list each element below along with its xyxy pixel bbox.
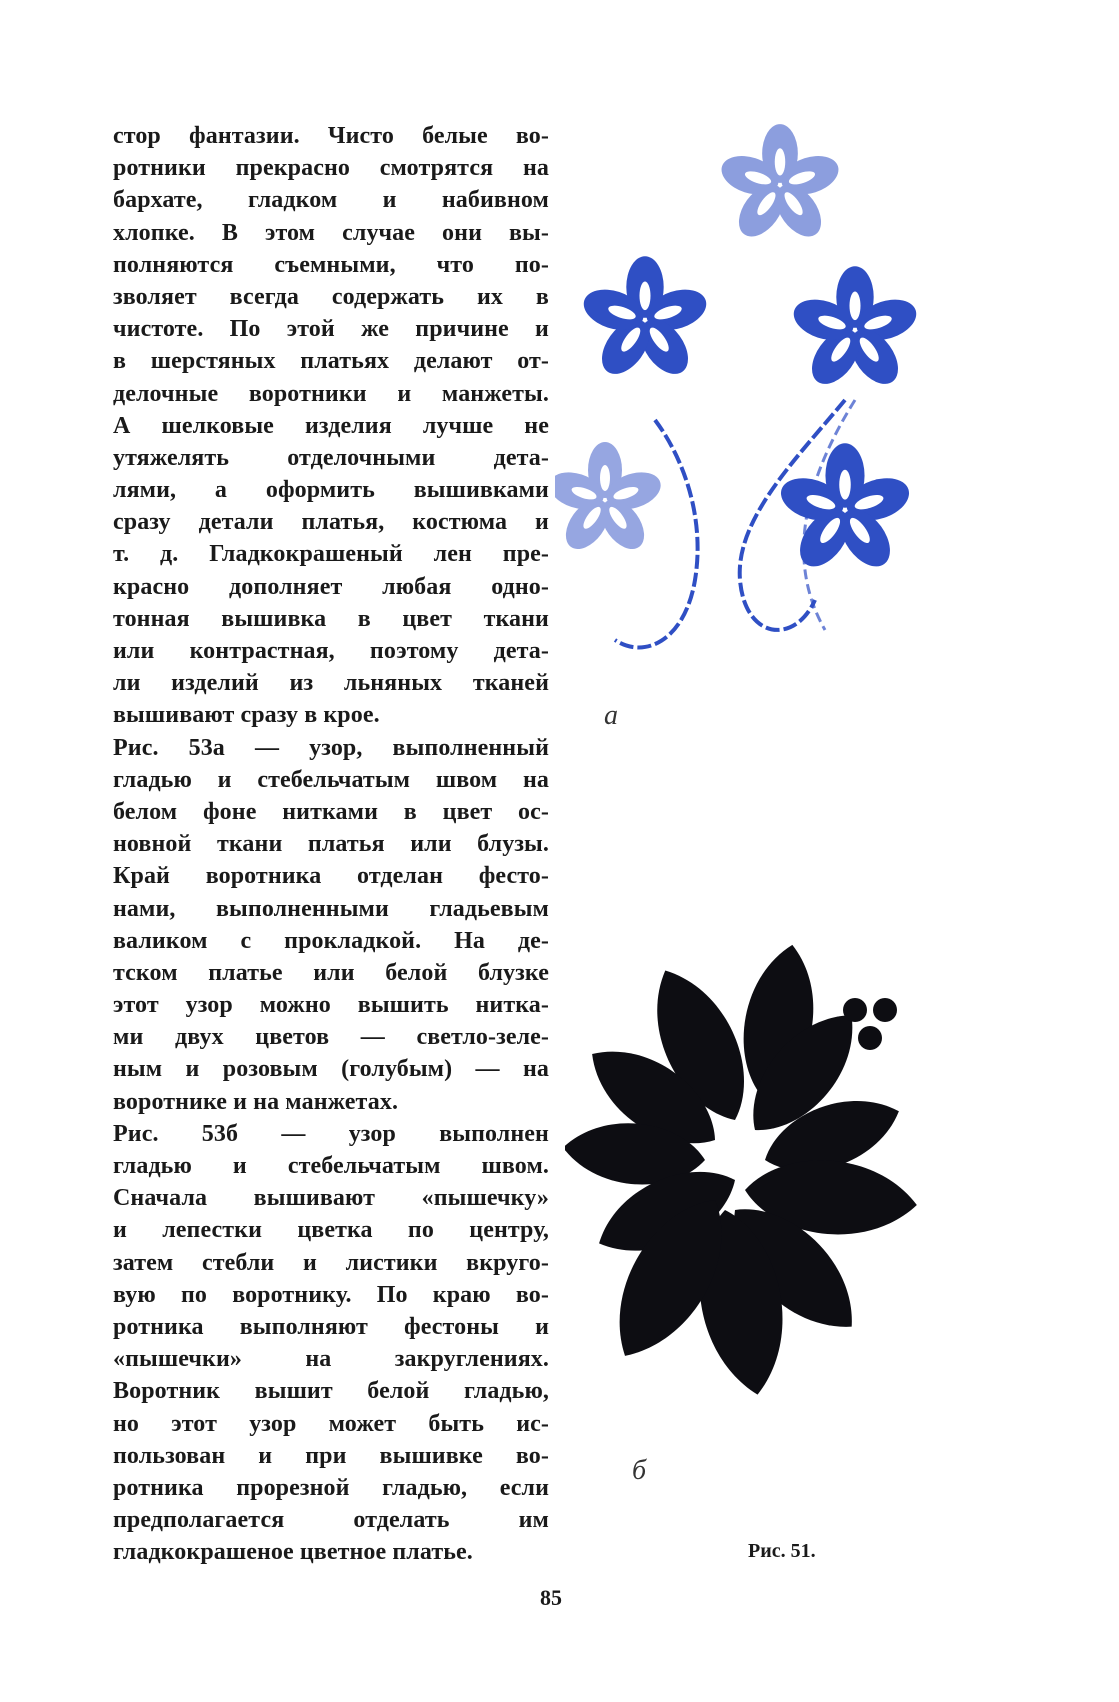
text-line: сразу детали платья, костюма и	[113, 509, 549, 536]
text-line: бархате, гладком и набивном	[113, 187, 549, 214]
flower-upper-left	[579, 256, 712, 382]
text-line: лями, а оформить вышивками	[113, 477, 549, 504]
text-line: чистоте. По этой же причине и	[113, 316, 549, 343]
figure-b-leaf-pattern	[565, 740, 1025, 1540]
text-line: нами, выполненными гладьевым	[113, 895, 549, 922]
text-line: Воротник вышит белой гладью,	[113, 1378, 549, 1405]
text-line: Сначала вышивают «пышечку»	[113, 1185, 549, 1212]
text-line: или контрастная, поэтому дета-	[113, 638, 549, 664]
text-line: но этот узор может быть ис-	[113, 1410, 549, 1437]
text-line: вую по воротнику. По краю во-	[113, 1281, 549, 1308]
text-line: белом фоне нитками в цвет ос-	[113, 798, 549, 825]
text-line: затем стебли и листики вкруго-	[113, 1249, 549, 1276]
text-line: ротники прекрасно смотрятся на	[113, 155, 549, 182]
text-line: делочные воротники и манжеты.	[113, 380, 549, 407]
text-line: Рис. 53а — узор, выполненный	[113, 734, 549, 761]
text-line: новной ткани платья или блузы.	[113, 831, 549, 858]
flower-lower-right	[776, 443, 915, 575]
figure-caption: Рис. 51.	[748, 1540, 816, 1562]
flower-top	[717, 124, 844, 245]
text-line: ротника выполняют фестоны и	[113, 1313, 549, 1340]
text-line: полняются съемными, что по-	[113, 251, 549, 278]
text-line: тонная вышивка в цвет ткани	[113, 605, 549, 632]
text-line: зволяет всегда содержать их в	[113, 283, 549, 310]
text-line: пользован и при вышивке во-	[113, 1442, 549, 1469]
text-line: гладью и стебельчатым швом на	[113, 766, 549, 793]
flower-lower-left	[555, 442, 665, 557]
text-line: и лепестки цветка по центру,	[113, 1217, 549, 1244]
text-line: Край воротника отделан фесто-	[113, 863, 549, 890]
flower-upper-right	[789, 266, 922, 392]
text-line: ным и розовым (голубым) — на	[113, 1056, 549, 1083]
page-number: 85	[540, 1585, 562, 1610]
text-line: ли изделий из льняных тканей	[113, 670, 549, 697]
blue-embroidery-flowers	[555, 124, 921, 647]
text-line: хлопке. В этом случае они вы-	[113, 219, 549, 246]
text-line: Рис. 53б — узор выполнен	[113, 1120, 549, 1147]
text-line: «пышечки» на закруглениях.	[113, 1346, 549, 1373]
text-line: в шерстяных платьях делают от-	[113, 348, 549, 375]
text-line: гладкокрашеное цветное платье.	[113, 1539, 473, 1566]
body-text-column	[113, 120, 549, 1568]
figure-b-label: б	[632, 1455, 647, 1486]
text-line: вышивают сразу в крое.	[113, 702, 380, 729]
text-line: т. д. Гладкокрашеный лен пре-	[113, 541, 549, 568]
text-line: ротника прорезной гладью, если	[113, 1474, 549, 1501]
text-line: этот узор можно вышить нитка-	[113, 992, 549, 1019]
text-line: стор фантазии. Чисто белые во-	[113, 123, 549, 149]
text-line: воротнике и на манжетах.	[113, 1088, 399, 1115]
text-line: валиком с прокладкой. На де-	[113, 927, 549, 954]
text-line: гладью и стебельчатым швом.	[113, 1153, 549, 1179]
text-line: ми двух цветов — светло-зеле-	[113, 1024, 549, 1051]
text-line: утяжелять отделочными дета-	[113, 444, 549, 471]
text-line: красно дополняет любая одно-	[113, 573, 549, 600]
text-line: предполагается отделать им	[113, 1507, 549, 1534]
black-leaf-motif	[565, 939, 920, 1402]
text-line: А шелковые изделия лучше не	[113, 412, 549, 439]
figure-a-flower-pattern	[555, 100, 1025, 720]
text-line: тском платье или белой блузке	[113, 959, 549, 986]
figure-a-label: а	[604, 700, 618, 731]
